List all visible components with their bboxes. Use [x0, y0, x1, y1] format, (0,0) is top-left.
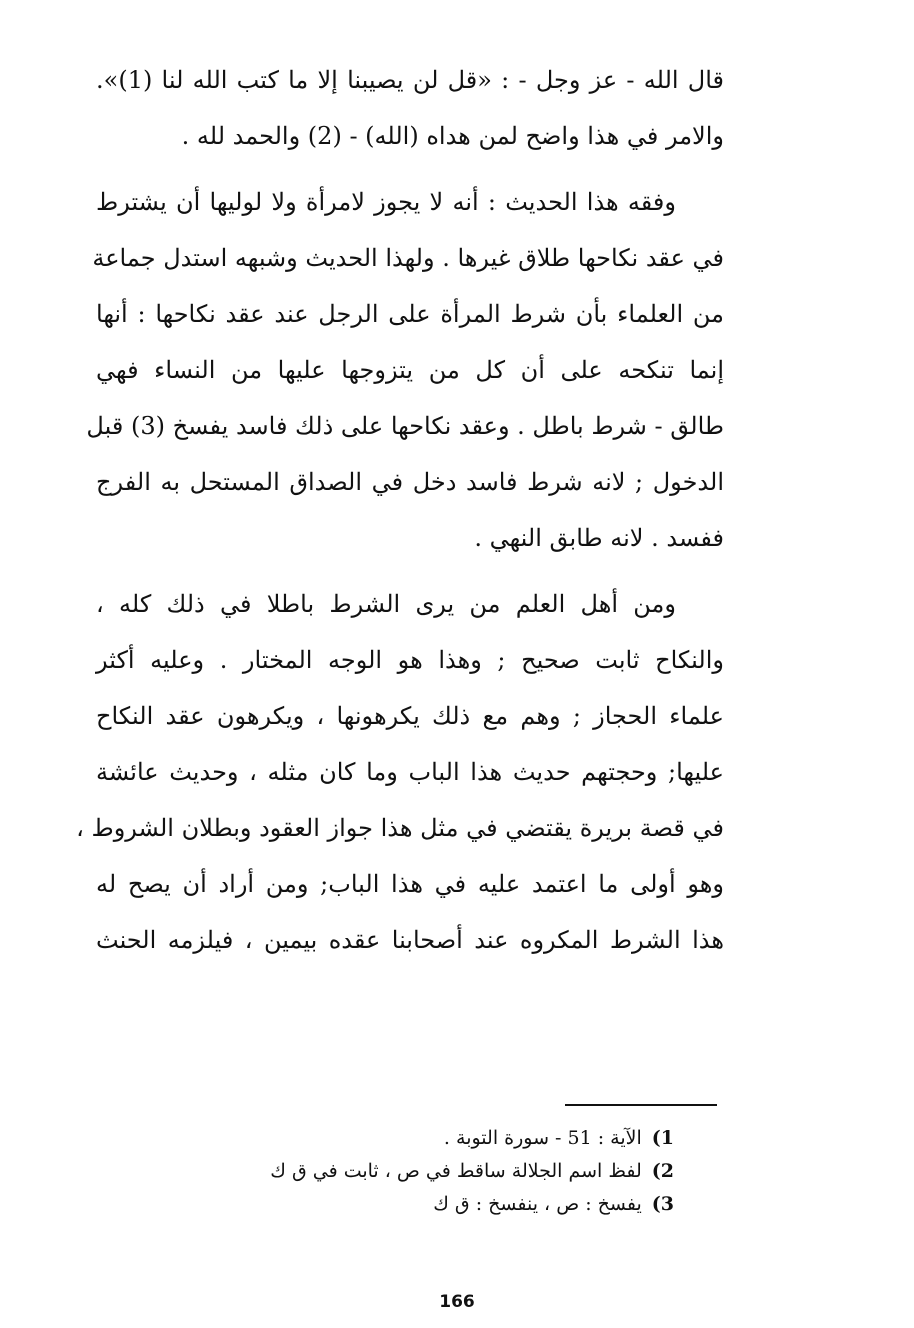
text-line: قال الله - عز وجل - : «قل لن يصيبنا إلا ما كتب الله لنا (1)». [96, 66, 724, 94]
footnotes [150, 1122, 674, 1221]
footnote-text: يفسخ : ص ، ينفسخ : ق ك [433, 1193, 642, 1215]
footnote-text: الآية : 51 - سورة التوبة . [443, 1127, 642, 1149]
text-line: ففسد . لانه طابق النهي . [474, 524, 724, 552]
text-line: وهو أولى ما اعتمد عليه في هذا الباب; ومن أراد أن يصح له [96, 870, 724, 898]
text-line: والامر في هذا واضح لمن هداه (الله) - (2) والحمد لله . [181, 122, 724, 150]
text-line: طالق - شرط باطل . وعقد نكاحها على ذلك فاسد يفسخ (3) قبل [86, 412, 724, 440]
text-line: علماء الحجاز ; وهم مع ذلك يكرهونها ، ويكرهون عقد النكاح [96, 702, 724, 730]
footnote-number: 3) [651, 1193, 674, 1215]
footnote-number: 1) [651, 1127, 674, 1149]
text-line: وفقه هذا الحديث : أنه لا يجوز لامرأة ولا لوليها أن يشترط [96, 188, 676, 216]
text-line: إنما تنكحه على أن كل من يتزوجها عليها من النساء فهي [96, 356, 724, 384]
footnote [150, 1122, 674, 1155]
page-number: 166 [439, 1292, 475, 1312]
text-line: في عقد نكاحها طلاق غيرها . ولهذا الحديث وشبهه استدل جماعة [92, 244, 724, 272]
footnote-divider [565, 1104, 717, 1106]
footnote [150, 1188, 674, 1221]
footnote-text: لفظ اسم الجلالة ساقط في ص ، ثابت في ق ك [270, 1160, 642, 1182]
text-line: عليها; وحجتهم حديث هذا الباب وما كان مثله ، وحديث عائشة [96, 758, 724, 786]
text-line: في قصة بريرة يقتضي في مثل هذا جواز العقود وبطلان الشروط ، [76, 814, 724, 842]
text-line: ومن أهل العلم من يرى الشرط باطلا في ذلك كله ، [96, 590, 676, 618]
main-text [76, 52, 725, 968]
footnote-number: 2) [651, 1160, 674, 1182]
footnote [150, 1155, 674, 1188]
text-line: من العلماء بأن شرط المرأة على الرجل عند عقد نكاحها : أنها [96, 300, 724, 328]
text-line: الدخول ; لانه شرط فاسد دخل في الصداق المستحل به الفرج [96, 468, 724, 496]
text-line: والنكاح ثابت صحيح ; وهذا هو الوجه المختار . وعليه أكثر [96, 646, 724, 674]
text-line: هذا الشرط المكروه عند أصحابنا عقده بيمين ، فيلزمه الحنث [96, 926, 725, 954]
